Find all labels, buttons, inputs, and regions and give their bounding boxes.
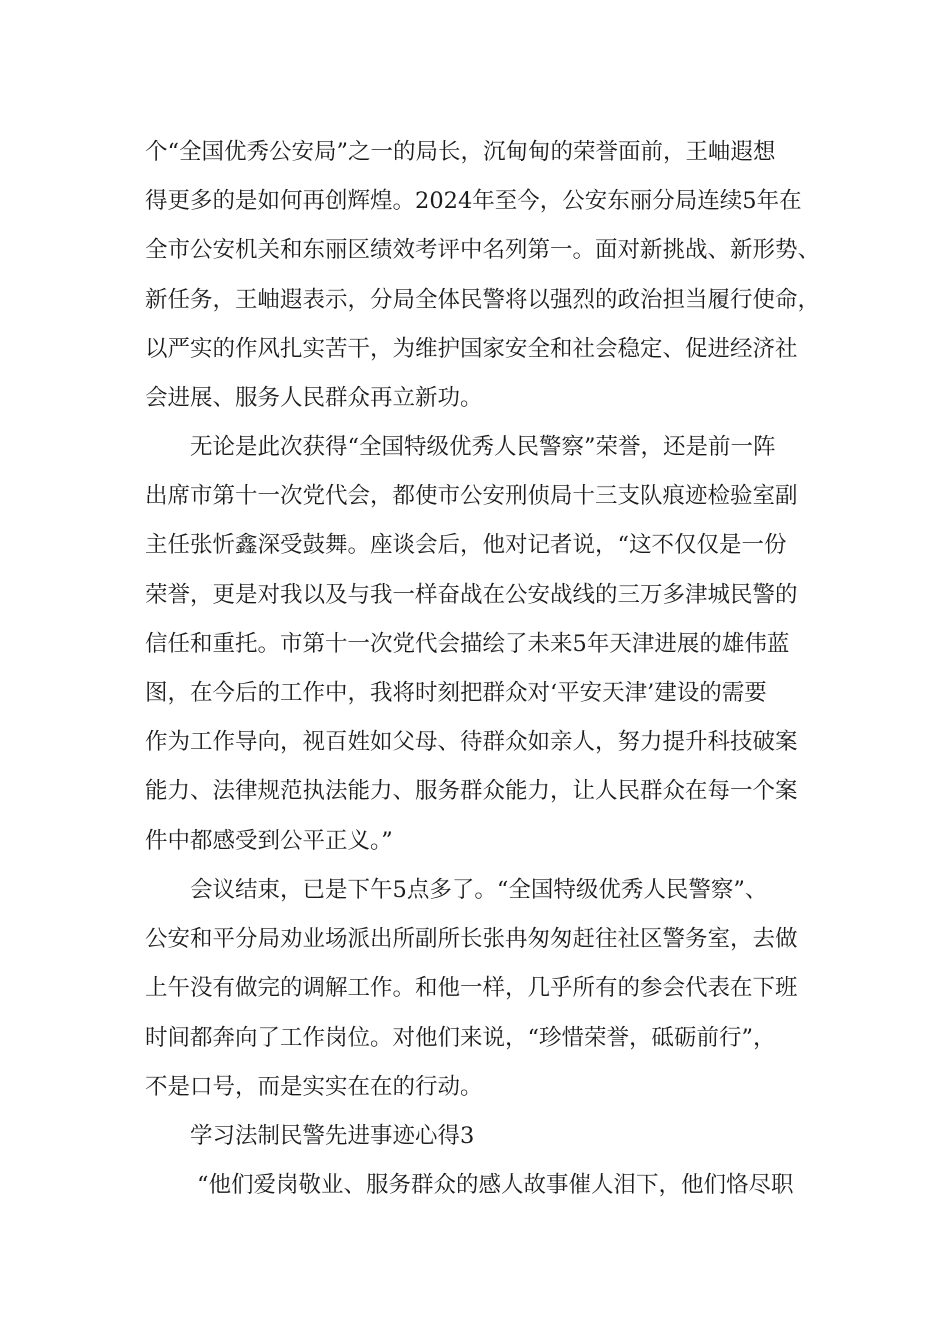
paragraph-line: 以严实的作风扎实苦干，为维护国家安全和社会稳定、促进经济社 (145, 335, 798, 362)
paragraph-3 (145, 866, 825, 1112)
section-heading (145, 1112, 825, 1161)
paragraph-line: 得更多的是如何再创辉煌。2024年至今，公安东丽分局连续5年在 (145, 188, 802, 215)
paragraph-line: 作为工作导向，视百姓如父母、待群众如亲人，努力提升科技破案 (145, 729, 798, 756)
paragraph-line: 个“全国优秀公安局”之一的局长，沉甸甸的荣誉面前，王岫遐想 (145, 139, 776, 165)
paragraph-line: 图，在今后的工作中，我将时刻把群众对‘平安天津’建设的需要 (145, 679, 767, 706)
paragraph-line: 全市公安机关和东丽区绩效考评中名列第一。面对新挑战、新形势、 (145, 237, 821, 264)
paragraph-line: “他们爱岗敬业、服务群众的感人故事催人泪下，他们恪尽职 (197, 1172, 794, 1198)
paragraph-line: 会进展、服务人民群众再立新功。 (145, 384, 483, 411)
paragraph-line: 出席市第十一次党代会，都使市公安刑侦局十三支队痕迹检验室副 (145, 483, 798, 510)
paragraph-line: 不是口号，而是实实在在的行动。 (145, 1073, 483, 1100)
paragraph-line: 时间都奔向了工作岗位。对他们来说，“珍惜荣誉，砥砺前行”， (145, 1024, 776, 1051)
paragraph-line: 会议结束，已是下午5点多了。“全国特级优秀人民警察”、 (190, 877, 768, 903)
paragraph-line: 无论是此次获得“全国特级优秀人民警察”荣誉，还是前一阵 (190, 434, 776, 460)
paragraph-2 (145, 423, 825, 866)
paragraph-5 (145, 1161, 825, 1210)
paragraph-line: 新任务，王岫遐表示，分局全体民警将以强烈的政治担当履行使命， (145, 286, 821, 313)
paragraph-1 (145, 128, 825, 423)
paragraph-line: 荣誉，更是对我以及与我一样奋战在公安战线的三万多津城民警的 (145, 581, 798, 608)
paragraph-line: 主任张忻鑫深受鼓舞。座谈会后，他对记者说，“这不仅仅是一份 (145, 532, 787, 559)
heading-line: 学习法制民警先进事迹心得3 (190, 1123, 475, 1149)
paragraph-line: 公安和平分局劝业场派出所副所长张冉匆匆赶往社区警务室，去做 (145, 926, 798, 953)
paragraph-line: 能力、法律规范执法能力、服务群众能力，让人民群众在每一个案 (145, 778, 798, 805)
paragraph-line: 上午没有做完的调解工作。和他一样，几乎所有的参会代表在下班 (145, 975, 798, 1002)
paragraph-line: 信任和重托。市第十一次党代会描绘了未来5年天津进展的雄伟蓝 (145, 630, 790, 657)
paragraph-line: 件中都感受到公平正义。” (145, 827, 393, 854)
